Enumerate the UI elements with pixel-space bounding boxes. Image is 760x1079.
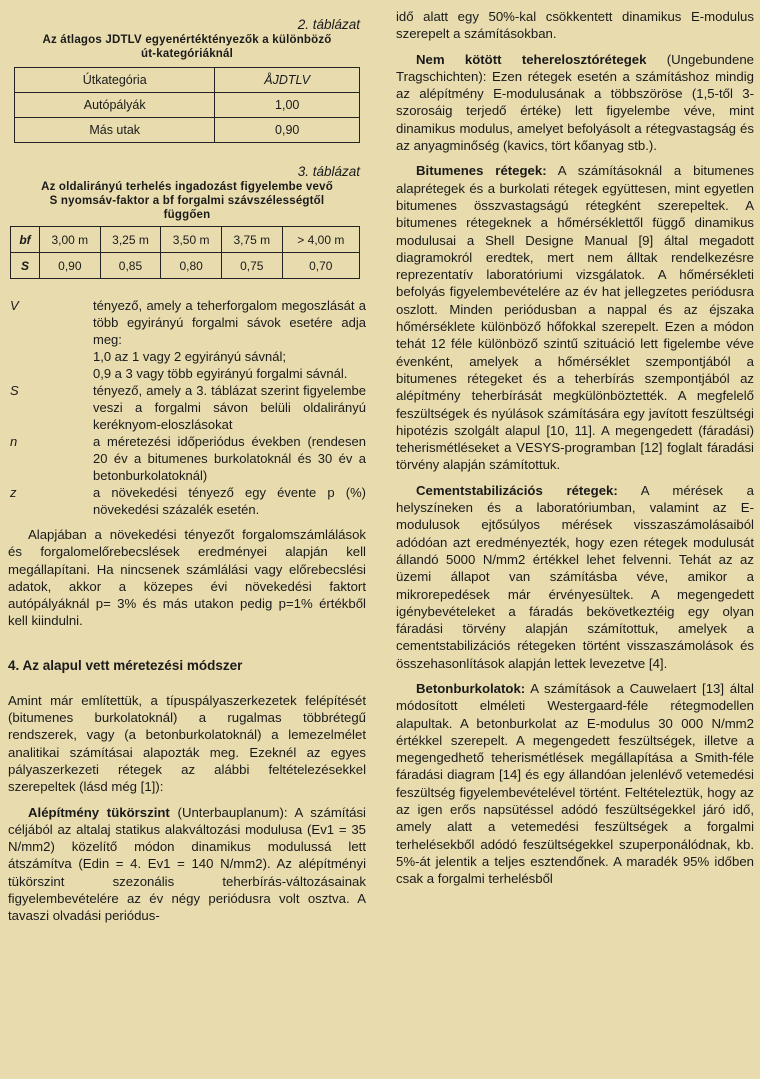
section-heading: 4. Az alapul vett méretezési módszer (8, 657, 243, 673)
table-row (15, 118, 360, 143)
table2 (14, 67, 360, 143)
table-cell: 0,80 (161, 253, 222, 279)
table-header-cell: ÅJDTLV (215, 68, 360, 93)
definition-text: tényező, amely a teherforgalom megoszlását a több egyirányú forgalmi sávok esetére adja meg: (93, 298, 366, 347)
table-cell: 1,00 (215, 93, 360, 118)
paragraph-text: A számításoknál a bitumenes alaprétegek és a burkolati rétegek együttesen, mint egyetlen bitumenes összvastagságú rétegként szerepeltek. A bitumenes rétegeknek a hőmérséklettől függő dinamikus modulusai a Shell Designe Manual [9] által megadott diagramokról eredtek, mert nem álltak rendelkezésre reprezentatív laboratóriumi vizsgálatok. A hőmérsékleti befolyás figyelembevételére az év hat jellegzetes periódusra oszlott. Minden periódusban a nappal és az éjszaka hőmérséklete különböző hőfokkal szerepelt. Ezen a módon tehát 12 féle különböző szintű szituáció lett figelembe véve évenként, amelyek a hőmérséklet szempontjából a bitumenes rétegeket és a teherbírás szempontjából az alépítmény teherbírását megkülönböztették. A megfelelő feszültségek és nyúlások számítására egy javított feszültségi hipotézis szolgált alapul [10, 11]. A megengedett (fáradási) teherismétléseket a VESYS-programban [12] foglalt fáradási törvény alapján számítottuk. (396, 163, 755, 473)
definitions-list (8, 297, 366, 518)
definition-item (8, 382, 366, 433)
paragraph-method: Amint már említettük, a típuspályaszerkezetek felépítését (bitumenes burkolatoknál) a rugalmas többrétegű rendszerek, vagy (a betonburkolatoknál) a lemezelmélet analitikai számításai alapozták meg. Ezeknél az egyes pályaszerkezeti rétegek az alábbi feltételezésekkel szerepeltek (lásd még [1]): (8, 692, 366, 795)
definition-symbol: n (10, 434, 18, 449)
paragraph-text: A számítások a Cauwelaert [13] által módosított elméleti Westergaard-féle rétegmodellen alapultak. A betonburkolat az E-modulus 30 000 N/mm2 értékkel szerepelt. A megengedett feszültségek, illetve a megengedhető teherismétlések megállapítása a Smith-féle fáradási diagram [14] és egy állandóan jelenlévő vetemedési feszültség figyelembevételével történt. Feltételeztük, hogy az az igen erős napsütéssel adódó feszültségekkel járó idő, amely alatt a vetemedési feszültségek a forgalmi terhelésekből adódó feszültségekkel szuperponálódnak, kb. 5%-át jelentik a teljes esztendőnek. A maradék 95% időben csak a forgalmi terhelésből (396, 680, 754, 887)
term-bold: Betonburkolatok: (416, 680, 526, 696)
table-cell: 3,75 m (221, 227, 282, 253)
table3-title-line2: S nyomsáv-faktor a bf forgalmi szávszélességtől (49, 195, 325, 207)
definition-item (8, 297, 366, 348)
table3-title-line3: függően (163, 209, 211, 221)
table2-title-line1: Az átlagos JDTLV egyenértéktényezők a különböző (42, 34, 332, 46)
term-bold: Alépítmény tükörszint (28, 804, 170, 820)
term-bold: Bitumenes rétegek: (416, 163, 547, 179)
table-cell: > 4,00 m (282, 227, 359, 253)
paragraph-text: (Unterbauplanum): A számítási céljából az altalaj statikus alakváltozási modulusa (Ev1 = 35 N/mm2) közelítő módon dinamikus modulussá lett átszámítva (Edin = 4. Ev1 = 140 N/mm2). Az alépítményi tükörszint szezonális teherbírás-változásainak figyelembevételére az év négy periódusra volt osztva. A tavaszi olvadási periódus- (8, 804, 366, 924)
definition-text: tényező, amely a 3. táblázat szerint figyelembe veszi a forgalmi sávon belüli oldalirányú keréknyom-eloszlásokat (93, 383, 366, 432)
table-row (15, 68, 360, 93)
definition-item (8, 433, 366, 484)
left-column (8, 0, 366, 925)
paragraph-cement-layers (396, 482, 754, 672)
paragraph-text: (Ungebundene Tragschichten): Ezen rétegek esetén a számításhoz mindig az alépítmény E-modulusának a többszöröse (1,5-től 3-szorosáig terjedő értéke) lett figyelembe véve, mint dinamikus modulus, amelyet befolyásolt a rétegvastagság és az anyagminőség (kavics, tört kőanyag stb.). (396, 51, 755, 154)
definition-item (8, 484, 366, 518)
definition-text: 1,0 az 1 vagy 2 egyirányú sávnál; (93, 349, 286, 364)
table-cell: 0,75 (221, 253, 282, 279)
definition-symbol: S (10, 383, 19, 398)
definition-symbol (8, 348, 93, 365)
table-row (11, 227, 360, 253)
definition-text: a méretezési időperiódus években (rendesen 20 év a bitumenes burkolatoknál és 30 év a betonburkolatoknál) (93, 434, 366, 483)
definition-text: 0,9 a 3 vagy több egyirányú forgalmi sávnál. (93, 366, 348, 381)
paragraph-subgrade (8, 804, 366, 925)
definition-symbol: V (10, 298, 19, 313)
term-bold: Cementstabilizációs rétegek: (416, 482, 618, 498)
paragraph-continued: idő alatt egy 50%-kal csökkentett dinamikus E-modulus szerepelt a számításokban. (396, 9, 754, 42)
table-cell: 0,70 (282, 253, 359, 279)
table-cell: Autópályák (15, 93, 215, 118)
table2-title-line2: út-kategóriáknál (140, 48, 234, 60)
definition-text: a növekedési tényező egy évente p (%) növekedési százalék esetén. (93, 485, 366, 517)
table-cell: 0,90 (40, 253, 101, 279)
table-row (15, 93, 360, 118)
term-bold: Nem kötött teherelosztórétegek (416, 51, 647, 67)
table-header-cell: Útkategória (15, 68, 215, 93)
paragraph-text: A mérések a helyszíneken és a laboratóriumban, valamint az E-modulusok ejtősúlyos mérések visszaszámolásaiból adódóan azt eredményezték, hogy ezen rétegek modulusát állandó 5000 N/mm2 értékkel lehet felvenni. Tehát az az üzemi állapot van számításba véve, amikor a mikrorepedések már érvényesültek. A megengedett igénybevételeket a fáradás bekövetkeztéig egy olyan fáradási törvény alapján számítottuk, amelyek a cementstabilizációs rétegeken történt visszaszámolások és összehasonlítások alapján lettek levezetve [4]. (396, 482, 754, 671)
table-cell: 3,25 m (100, 227, 161, 253)
paragraph-unbound-layers (396, 51, 754, 155)
table3 (10, 226, 360, 279)
table3-number: 3. táblázat (297, 164, 360, 179)
table3-title-line1: Az oldalirányú terhelés ingadozást figyelembe vevő (41, 181, 333, 193)
paragraph-growth-factor: Alapjában a növekedési tényezőt forgalomszámlálások és forgalomelőrebecslések eredményei alapján kell megállapítani. Ha nincsenek számlálási vagy előrebecslési adatok, akkor a közepes évi növekedési faktort autópályáknál p= 3% és más utakon pedig p=1% értékből kell kiindulni. (8, 527, 366, 629)
table-cell: 0,90 (215, 118, 360, 143)
definition-symbol (8, 365, 93, 382)
table2-number: 2. táblázat (297, 17, 360, 32)
paragraph-bituminous-layers (396, 162, 754, 473)
table-cell: bf (11, 227, 40, 253)
table-cell: 0,85 (100, 253, 161, 279)
table-row (11, 253, 360, 279)
table-cell: 3,50 m (161, 227, 222, 253)
table-cell: 3,00 m (40, 227, 101, 253)
definition-item (8, 348, 366, 365)
paragraph-concrete (396, 680, 754, 888)
definition-item (8, 365, 366, 382)
right-column (396, 8, 754, 888)
table-cell: S (11, 253, 40, 279)
definition-symbol: z (10, 485, 17, 500)
table-cell: Más utak (15, 118, 215, 143)
